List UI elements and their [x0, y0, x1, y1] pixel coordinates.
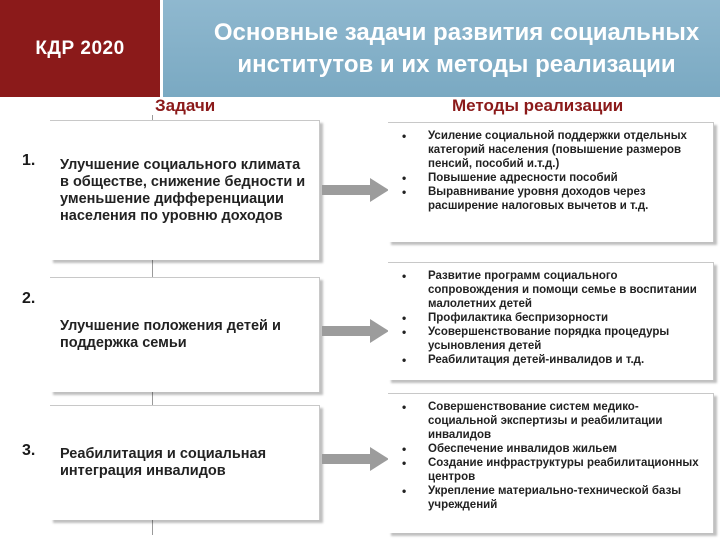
row-3-method-item: • Совершенствование систем медико-социальной экспертизы и реабилитации инвалидов: [402, 400, 707, 442]
row-3-methods: [388, 393, 714, 533]
row-3-method-item: • Укрепление материально-технической базы учреждений: [402, 484, 707, 512]
row-2-method-item: • Развитие программ социального сопровождения и помощи семье в воспитании малолетних детей: [402, 269, 707, 311]
row-2-task-text: Улучшение положения детей и поддержка семьи: [60, 318, 281, 351]
badge-label: КДР 2020: [35, 37, 125, 59]
row-3-task: [50, 405, 320, 520]
methods-column-heading: Методы реализации: [452, 96, 624, 115]
row-2-number: 2.: [22, 290, 36, 307]
row-2-method-item: • Профилактика беспризорности: [402, 311, 707, 325]
row-3-number: 3.: [22, 442, 36, 459]
row-1-task-text: Улучшение социального климата в обществе, снижение бедности и уменьшение дифференциации населения по уровню доходов: [60, 156, 306, 224]
row-1-method-item: • Выравнивание уровня доходов через расширение налоговых вычетов и т.д.: [402, 185, 707, 213]
row-2-methods: [388, 262, 714, 380]
header-title: [160, 0, 720, 97]
row-1-number: 1.: [22, 152, 36, 169]
row-1-method-item: • Повышение адресности пособий: [402, 171, 707, 185]
row-3-arrow-icon: [322, 446, 390, 472]
title-line-1: Основные задачи развития социальных: [213, 18, 700, 46]
row-3-method-item: • Создание инфраструктуры реабилитационных центров: [402, 456, 707, 484]
header-badge: [0, 0, 160, 97]
row-3-method-item: • Обеспечение инвалидов жильем: [402, 442, 707, 456]
row-2-method-item: • Усовершенствование порядка процедуры усыновления детей: [402, 325, 707, 353]
row-1-methods: [388, 122, 714, 242]
row-1-method-item: • Усиление социальной поддержки отдельных категорий населения (повышение размеров пенсий, пособий и.т.д.): [402, 129, 707, 171]
row-1-arrow-icon: [322, 177, 390, 203]
row-3-task-text: Реабилитация и социальная интеграция инвалидов: [60, 446, 267, 479]
title-line-2: институтов и их методы реализации: [237, 50, 676, 78]
row-2-task: [50, 277, 320, 392]
row-1-task: [50, 120, 320, 260]
row-2-arrow-icon: [322, 318, 390, 344]
row-2-method-item: • Реабилитация детей-инвалидов и т.д.: [402, 353, 707, 367]
tasks-column-heading: Задачи: [155, 96, 216, 115]
